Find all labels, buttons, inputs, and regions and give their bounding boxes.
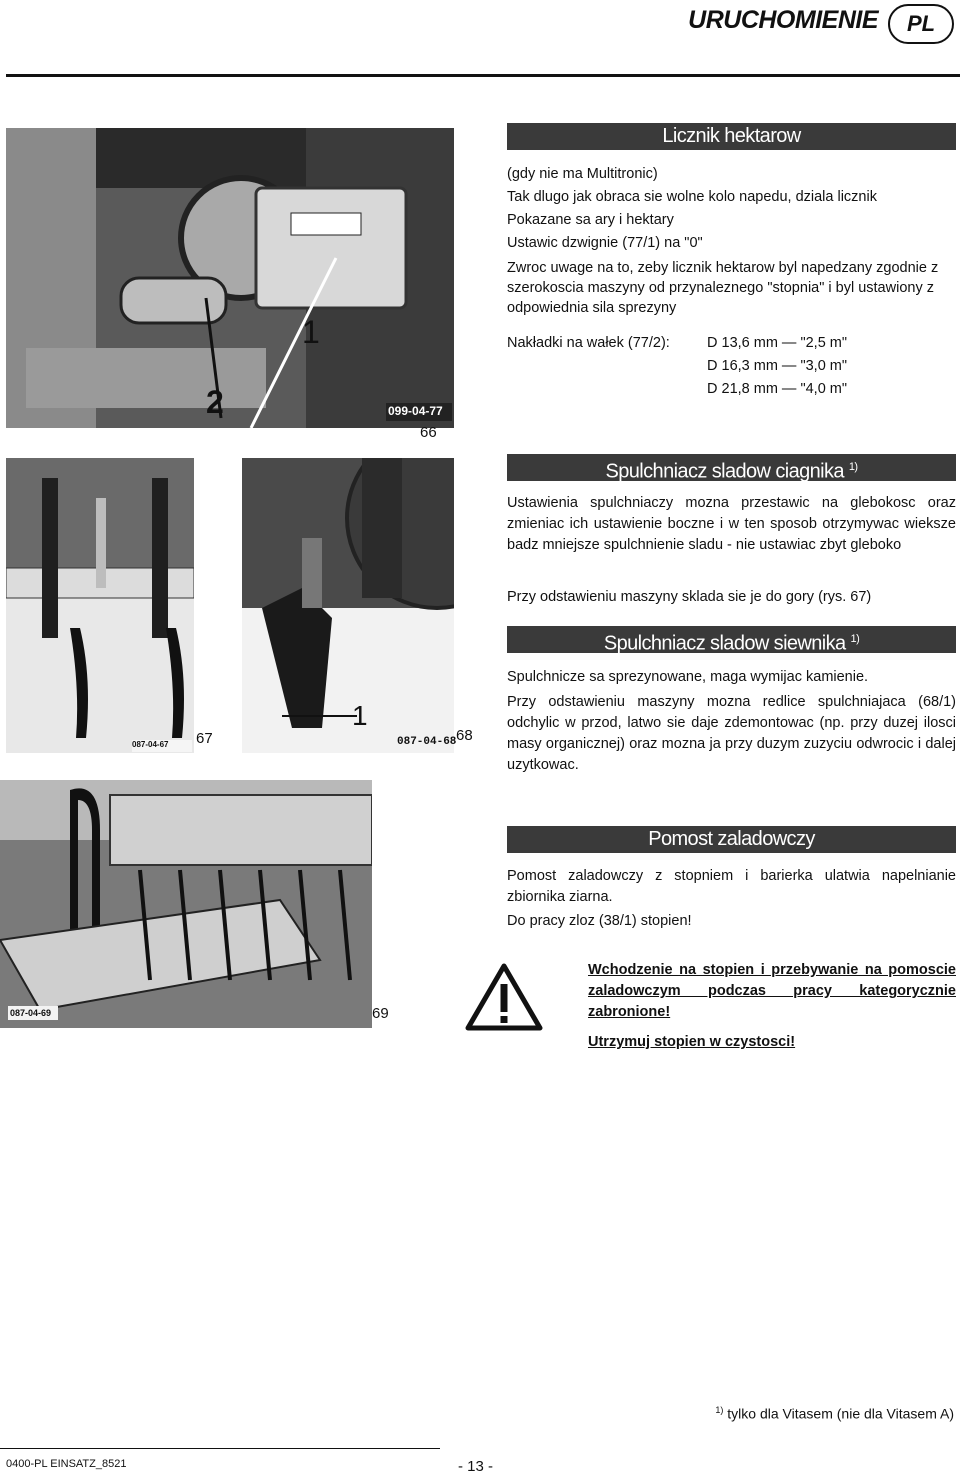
pomost-paragraph-2: Do pracy zloz (38/1) stopien!: [507, 913, 692, 929]
section-title-licznik: Licznik hektarow: [662, 125, 801, 147]
section-title-siewnik: Spulchniacz sladow siewnika: [603, 632, 846, 655]
figure-66-label-1: 1: [302, 314, 320, 350]
figure-66-photo: [6, 128, 454, 428]
text-line: Ustawic dzwignie (77/1) na "0": [507, 235, 703, 251]
section-header-licznik: [507, 123, 956, 150]
figure-67-number: 67: [196, 730, 213, 747]
licznik-text: [507, 163, 957, 318]
figure-66-label-2: 2: [206, 384, 224, 420]
figure-67-code: 087-04-67: [132, 740, 169, 749]
footnote-marker: 1): [715, 1405, 724, 1415]
figure-67-photo: [6, 458, 194, 753]
warning-text: Wchodzenie na stopien i przebywanie na pomoscie zaladowczym podczas pracy kategorycznie zabronione!: [588, 962, 956, 1020]
settings-label: Nakładki na wałek (77/2):: [507, 335, 670, 351]
footnote: [715, 1405, 954, 1422]
footnote-marker: 1): [848, 461, 858, 473]
text-line: Pokazane sa ary i hektary: [507, 212, 674, 228]
figure-68-number: 68: [456, 727, 473, 744]
footer-rule: [0, 1448, 440, 1449]
figure-66-code: 099-04-77: [388, 404, 443, 418]
text-line: szerokoscia maszyny od przynaleznego "stopnia" i byl ustawiony z: [507, 280, 934, 296]
footer-doc-id: 0400-PL EINSATZ_8521: [6, 1458, 127, 1470]
section-header-siewnik: [507, 626, 956, 653]
page-number: - 13 -: [458, 1458, 494, 1475]
siewnik-paragraph-2: Przy odstawieniu maszyny mozna redlice spulchniajaca (68/1) odchylic w przod, latwo sie daje zdemontowac (np. przy duzej ilosci masy organicznej) oraz mozna ja przy duzym zuzyciu odwrocic i dalej uzytkowac.: [507, 694, 956, 773]
header-divider: [6, 74, 960, 77]
setting-item: D 16,3 mm — "3,0 m": [707, 358, 848, 374]
section-title-ciagnik: Spulchniacz sladow ciagnika: [605, 460, 844, 483]
footnote-text: tylko dla Vitasem (nie dla Vitasem A): [727, 1405, 954, 1422]
warning-text-2: Utrzymuj stopien w czystosci!: [588, 1034, 796, 1050]
ciagnik-paragraph: Ustawienia spulchniaczy mozna przestawic na glebokosc oraz zmieniac ich ustawienie boczne i w ten sposob otrzymywac wieksze badz mniejsze spulchnienie sladu - nie ustawiac zbyt gleboko: [507, 495, 956, 553]
figure-69-number: 69: [372, 1005, 389, 1022]
figure-69-code: 087-04-69: [10, 1008, 52, 1018]
section-title-pomost: Pomost zaladowczy: [648, 828, 815, 850]
setting-item: D 13,6 mm — "2,5 m": [707, 335, 848, 351]
text-line: Tak dlugo jak obraca sie wolne kolo napedu, dziala licznik: [507, 189, 877, 205]
figure-69-photo: [0, 780, 372, 1028]
siewnik-paragraph: Spulchnicze sa sprezynowane, maga wymijac kamienie.: [507, 669, 869, 685]
ciagnik-paragraph-2: Przy odstawieniu maszyny sklada sie je do gory (rys. 67): [507, 589, 872, 605]
text-line: odpowiednia sila sprezyny: [507, 300, 677, 316]
text-line: (gdy nie ma Multitronic): [507, 166, 658, 182]
warning-icon: [464, 962, 544, 1032]
language-badge: PL: [888, 4, 954, 44]
figure-66-number: 66: [420, 424, 437, 441]
section-header-pomost: [507, 826, 956, 853]
setting-item: D 21,8 mm — "4,0 m": [707, 381, 848, 397]
footnote-marker: 1): [850, 633, 860, 645]
figure-68-label-1: 1: [352, 700, 368, 731]
page-section-title: URUCHOMIENIE: [688, 6, 878, 34]
settings-list: [707, 332, 847, 401]
figure-68-photo: [242, 458, 457, 753]
pomost-paragraph: Pomost zaladowczy z stopniem i barierka ulatwia napelnianie zbiornika ziarna.: [507, 868, 956, 905]
figure-68-code: 087-04-68: [397, 736, 457, 748]
text-line: Zwroc uwage na to, zeby licznik hektarow byl napedzany zgodnie z: [507, 260, 939, 276]
section-header-ciagnik: [507, 454, 956, 481]
